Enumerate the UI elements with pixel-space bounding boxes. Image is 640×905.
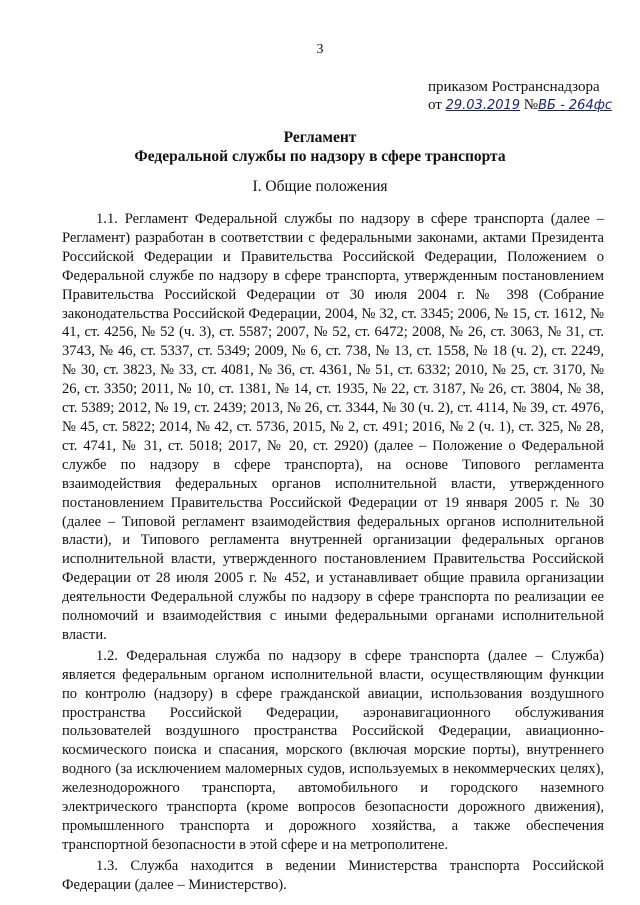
approval-number: ВБ - 264фс xyxy=(538,98,612,113)
approval-prefix: от xyxy=(428,97,442,113)
title-line-1: Регламент xyxy=(283,129,357,146)
approval-order-line: приказом Ространснадзора xyxy=(428,79,600,95)
approval-date: 29.03.2019 xyxy=(445,98,521,113)
page-number: 3 xyxy=(316,42,324,57)
approval-block xyxy=(428,78,628,115)
title-line-2: Федеральной службы по надзору в сфере транспорта xyxy=(134,148,506,165)
section-heading: I. Общие положения xyxy=(252,178,388,195)
document-body xyxy=(62,210,604,897)
approval-num-sign: № xyxy=(523,97,539,113)
document-title xyxy=(0,128,640,166)
approval-date-line xyxy=(428,96,628,115)
paragraph-1-3: 1.3. Служба находится в ведении Министерства транспорта Российской Федерации (далее – Министерство). xyxy=(62,857,604,893)
paragraph-1-2: 1.2. Федеральная служба по надзору в сфере транспорта (далее – Служба) является федеральным органом исполнительной власти, осуществляющим функции по контролю (надзору) в сфере гражданской авиации, использования воздушного пространства Российской Федерации, аэронавигационного обслуживания пользователей воздушного пространства Российской Федерации, авиационно-космического поиска и спасания, морского (включая морские порты), внутреннего водного (за исключением маломерных судов, используемых в некоммерческих целях), железнодорожного транспорта, автомобильного и городского наземного электрического транспорта (кроме вопросов безопасности дорожного движения), промышленного транспорта и дорожного хозяйства, а также обеспечения транспортной безопасности в этой сфере и на метрополитене. xyxy=(62,647,604,853)
paragraph-1-1: 1.1. Регламент Федеральной службы по надзору в сфере транспорта (далее – Регламент) разработан в соответствии с федеральными законами, актами Президента Российской Федерации и Правительства Российской Федерации, Положением о Федеральной службе по надзору в сфере транспорта, утвержденным постановлением Правительства Российской Федерации от 30 июля 2004 г. № 398 (Собрание законодательства Российской Федерации, 2004, № 32, ст. 3345; 2006, № 15, ст. 1612, № 41, ст. 4256, № 52 (ч. 3), ст. 5587; 2007, № 52, ст. 6472; 2008, № 26, ст. 3063, № 31, ст. 3743, № 46, ст. 5337, ст. 5349; 2009, № 6, ст. 738, № 13, ст. 1558, № 18 (ч. 2), ст. 2249, № 30, ст. 3823, № 33, ст. 4081, № 36, ст. 4361, № 51, ст. 6332; 2010, № 25, ст. 3170, № 26, ст. 3350; 2011, № 10, ст. 1381, № 14, ст. 1935, № 22, ст. 3187, № 26, ст. 3804, № 38, ст. 5389; 2012, № 19, ст. 2439; 2013, № 26, ст. 3344, № 30 (ч. 2), ст. 4114, № 39, ст. 4976, № 45, ст. 5822; 2014, № 42, ст. 5736, 2015, № 2, ст. 491; 2016, № 2 (ч. 1), ст. 325, № 28, ст. 4741, № 31, ст. 5018; 2017, № 20, ст. 2920) (далее – Положение о Федеральной службе по надзору в сфере транспорта), на основе Типового регламента взаимодействия федеральных органов исполнительной власти, утвержденного постановлением Правительства Российской Федерации от 19 января 2005 г. № 30 (далее – Типовой регламент взаимодействия федеральных органов исполнительной власти), и Типового регламента внутренней организации федеральных органов исполнительной власти, утвержденного постановлением Правительства Российской Федерации от 28 июля 2005 г. № 452, и устанавливает общие правила организации деятельности Федеральной службы по надзору в сфере транспорта по реализации ее полномочий и взаимодействия с иными федеральными органами исполнительной власти. xyxy=(62,211,604,643)
